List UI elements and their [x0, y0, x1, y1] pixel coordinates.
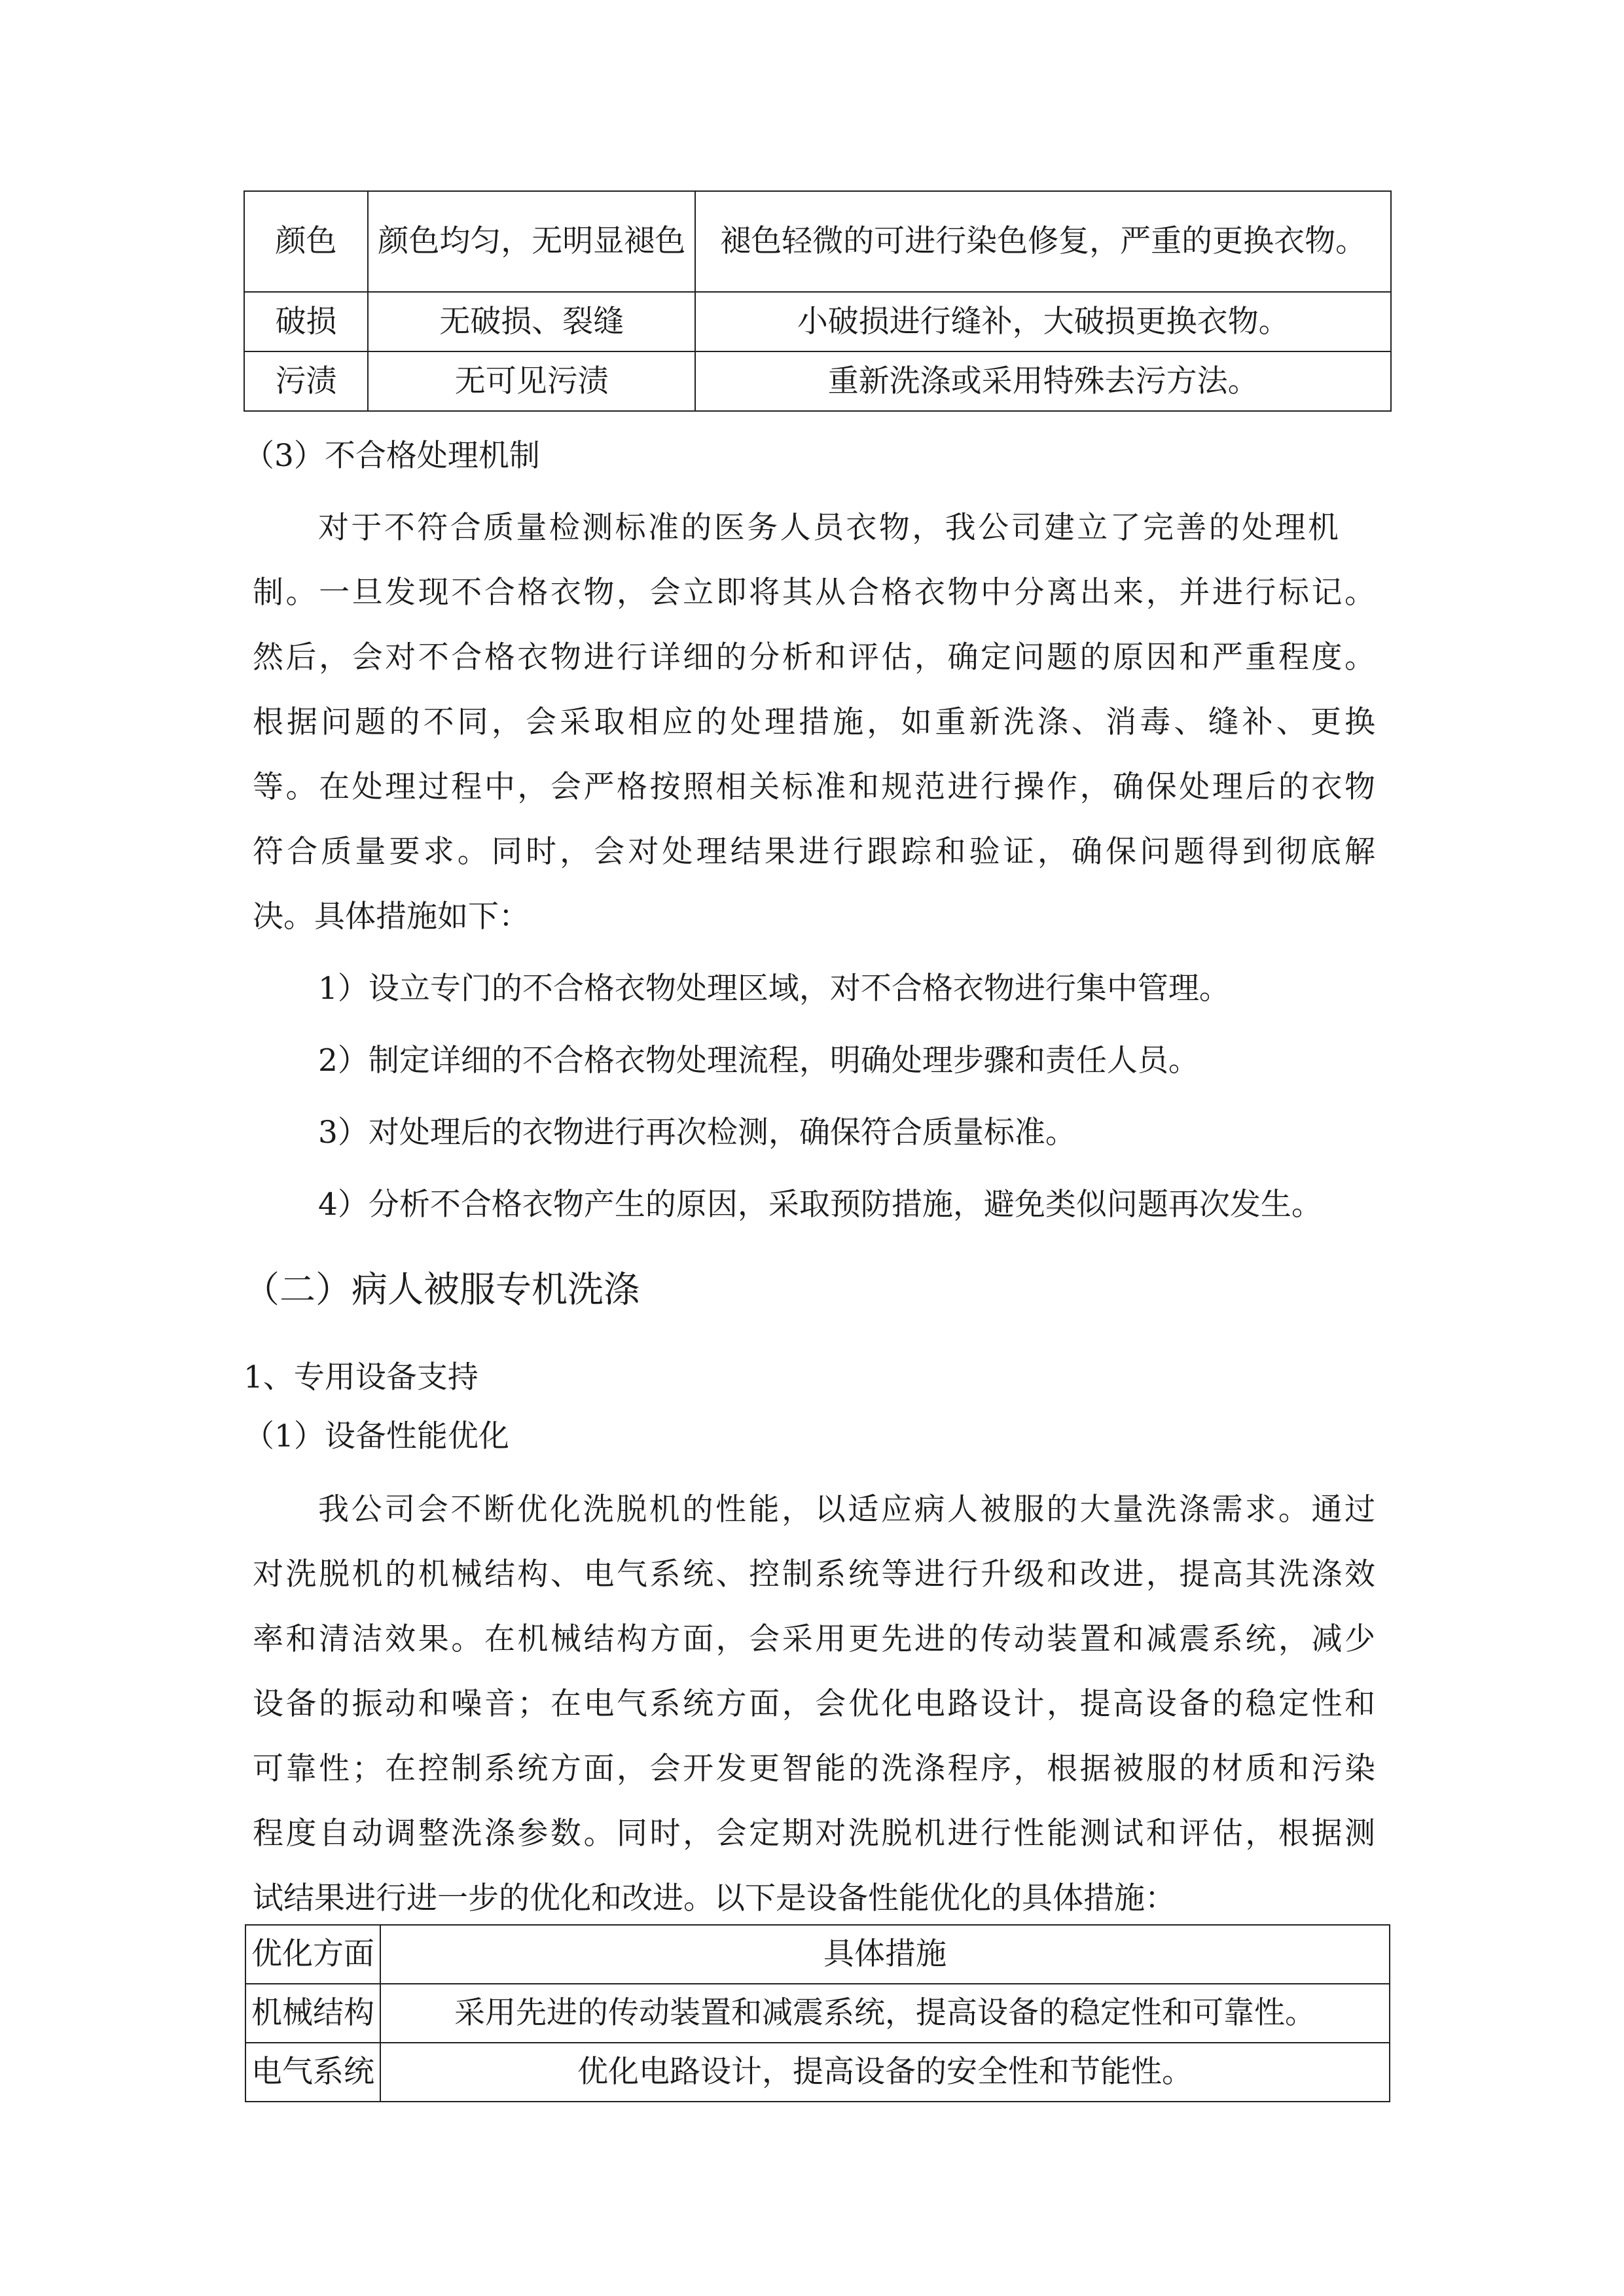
table-row [244, 191, 1391, 292]
quality-standard-table [244, 190, 1392, 412]
table-row [244, 351, 1391, 411]
paragraph-line: 决。具体措施如下： [253, 899, 530, 935]
paragraph-line: 符合质量要求。同时，会对处理结果进行跟踪和验证，确保问题得到彻底解 [253, 834, 1375, 870]
table-cell-aspect: 电气系统 [245, 2043, 380, 2102]
table-cell-measure: 采用先进的传动装置和减震系统，提高设备的稳定性和可靠性。 [380, 1984, 1390, 2043]
paragraph-line: 对洗脱机的机械结构、电气系统、控制系统等进行升级和改进，提高其洗涤效 [253, 1556, 1375, 1592]
paragraph-line: 试结果进行进一步的优化和改进。以下是设备性能优化的具体措施： [253, 1880, 1176, 1916]
table-cell-action: 重新洗涤或采用特殊去污方法。 [695, 351, 1391, 411]
table-cell-standard: 无破损、裂缝 [368, 292, 695, 351]
table-header-aspect: 优化方面 [245, 1925, 380, 1984]
table-row [244, 292, 1391, 351]
table-cell-action: 褪色轻微的可进行染色修复，严重的更换衣物。 [695, 191, 1391, 292]
paragraph-line: 然后，会对不合格衣物进行详细的分析和评估，确定问题的原因和严重程度。 [253, 639, 1375, 675]
table-cell-standard: 无可见污渍 [368, 351, 695, 411]
section-heading: （3）不合格处理机制 [244, 438, 540, 474]
table-cell-action: 小破损进行缝补，大破损更换衣物。 [695, 292, 1391, 351]
table-cell-measure: 优化电路设计，提高设备的安全性和节能性。 [380, 2043, 1390, 2102]
list-item: 3）对处理后的衣物进行再次检测，确保符合质量标准。 [318, 1115, 1076, 1151]
paragraph-line: 我公司会不断优化洗脱机的性能，以适应病人被服的大量洗涤需求。通过 [318, 1492, 1375, 1528]
table-cell-standard: 颜色均匀，无明显褪色 [368, 191, 695, 292]
list-item: 4）分析不合格衣物产生的原因，采取预防措施，避免类似问题再次发生。 [318, 1187, 1322, 1223]
table-header-row [245, 1925, 1390, 1984]
paragraph-line: 可靠性；在控制系统方面，会开发更智能的洗涤程序，根据被服的材质和污染 [253, 1751, 1375, 1787]
table-row [245, 1984, 1390, 2043]
paragraph-line: 设备的振动和噪音；在电气系统方面，会优化电路设计，提高设备的稳定性和 [253, 1686, 1375, 1722]
table-cell-item: 破损 [244, 292, 368, 351]
table-cell-item: 颜色 [244, 191, 368, 292]
list-item: 2）制定详细的不合格衣物处理流程，明确处理步骤和责任人员。 [318, 1043, 1199, 1079]
paragraph-line: 程度自动调整洗涤参数。同时，会定期对洗脱机进行性能测试和评估，根据测 [253, 1816, 1375, 1852]
paragraph-line: 等。在处理过程中，会严格按照相关标准和规范进行操作，确保处理后的衣物 [253, 769, 1375, 805]
paragraph-line: 制。一旦发现不合格衣物，会立即将其从合格衣物中分离出来，并进行标记。 [253, 575, 1375, 611]
list-item: 1）设立专门的不合格衣物处理区域，对不合格衣物进行集中管理。 [318, 971, 1230, 1007]
paragraph-line: 对于不符合质量检测标准的医务人员衣物，我公司建立了完善的处理机 [318, 510, 1339, 546]
table-cell-aspect: 机械结构 [245, 1984, 380, 2043]
paragraph-line: 根据问题的不同，会采取相应的处理措施，如重新洗涤、消毒、缝补、更换 [253, 704, 1375, 740]
paragraph-line: 率和清洁效果。在机械结构方面，会采用更先进的传动装置和减震系统，减少 [253, 1621, 1375, 1657]
chapter-heading: （二）病人被服专机洗涤 [244, 1268, 640, 1310]
subsubheading: （1）设备性能优化 [244, 1418, 509, 1454]
table-header-measure: 具体措施 [380, 1925, 1390, 1984]
subheading: 1、专用设备支持 [244, 1359, 478, 1395]
table-row [245, 2043, 1390, 2102]
table-cell-item: 污渍 [244, 351, 368, 411]
optimization-table [245, 1924, 1390, 2102]
